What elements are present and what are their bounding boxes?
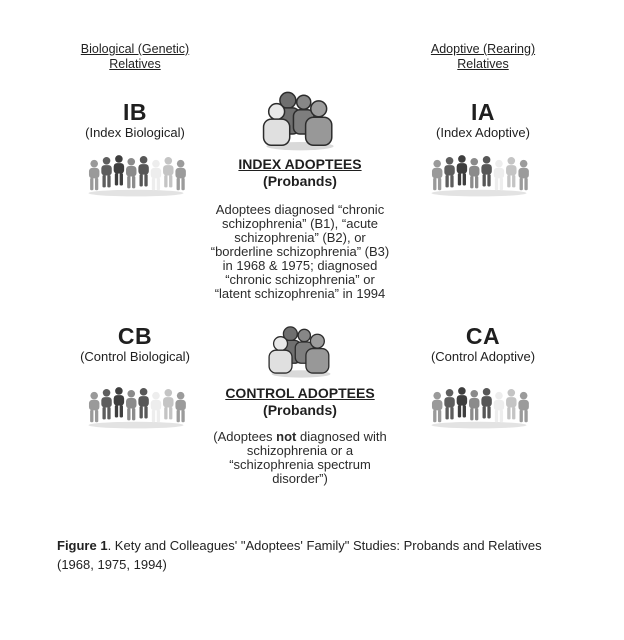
index-adoptees-title: INDEX ADOPTEES <box>238 156 362 172</box>
index-adoptees-heading <box>205 156 395 190</box>
figure-caption-line1 <box>57 536 597 555</box>
control-adoptees-subtitle: (Probands) <box>263 402 337 418</box>
control-adoptees-title: CONTROL ADOPTEES <box>225 385 375 401</box>
desc-prefix: (Adoptees <box>213 429 277 444</box>
figure-caption <box>57 536 597 574</box>
people-row-icon <box>79 387 193 429</box>
control-adoptees-heading <box>197 385 403 419</box>
figure-caption-label: Figure 1 <box>57 538 108 553</box>
description-line: “schizophrenia spectrum <box>229 457 371 472</box>
group-ca-name: (Control Adoptive) <box>430 349 536 364</box>
description-line: Adoptees diagnosed “chronic <box>215 202 385 217</box>
description-line: “latent schizophrenia” in 1994 <box>214 286 386 301</box>
group-ia-abbr: IA <box>471 99 495 125</box>
right-column-header-line2: Relatives <box>457 57 509 71</box>
description-line: disorder”) <box>272 471 328 486</box>
right-column-header-line1: Adoptive (Rearing) <box>430 42 536 56</box>
group-ca-label <box>403 324 563 364</box>
description-line: “borderline schizophrenia” (B3) <box>210 244 390 259</box>
group-ia-name: (Index Adoptive) <box>436 125 530 140</box>
group-ib-label <box>55 100 215 140</box>
description-line: schizophrenia” (B2), or <box>234 230 366 245</box>
group-cb-abbr: CB <box>117 323 153 349</box>
description-line: schizophrenia or a <box>246 443 354 458</box>
index-adoptees-description <box>195 203 405 301</box>
description-line: schizophrenia” (B1), “acute <box>221 216 379 231</box>
figure-caption-text: . Kety and Colleagues' "Adoptees' Family" Studies: Probands and Relatives <box>107 538 542 553</box>
left-column-header-line2: Relatives <box>109 57 161 71</box>
group-cb-label <box>55 324 215 364</box>
description-line <box>195 430 405 444</box>
group-ia-label <box>403 100 563 140</box>
figure-caption-line2: (1968, 1975, 1994) <box>57 557 167 572</box>
group-cb-name: (Control Biological) <box>80 349 190 364</box>
people-row-icon <box>422 387 536 429</box>
desc-bold-not: not <box>276 429 297 444</box>
right-column-header <box>403 42 563 72</box>
control-adoptees-description <box>195 430 405 486</box>
people-row-icon <box>79 155 193 197</box>
people-cluster-icon <box>257 89 343 151</box>
group-ib-abbr: IB <box>123 99 147 125</box>
desc-suffix: diagnosed with <box>296 429 387 444</box>
group-ib-name: (Index Biological) <box>85 125 185 140</box>
left-column-header <box>55 42 215 72</box>
people-row-icon <box>422 155 536 197</box>
index-adoptees-subtitle: (Probands) <box>263 173 337 189</box>
description-line: in 1968 & 1975; diagnosed <box>222 258 378 273</box>
people-cluster-icon <box>263 324 339 378</box>
left-column-header-line1: Biological (Genetic) <box>80 42 190 56</box>
description-line: “chronic schizophrenia” or <box>225 272 375 287</box>
group-ca-abbr: CA <box>465 323 501 349</box>
